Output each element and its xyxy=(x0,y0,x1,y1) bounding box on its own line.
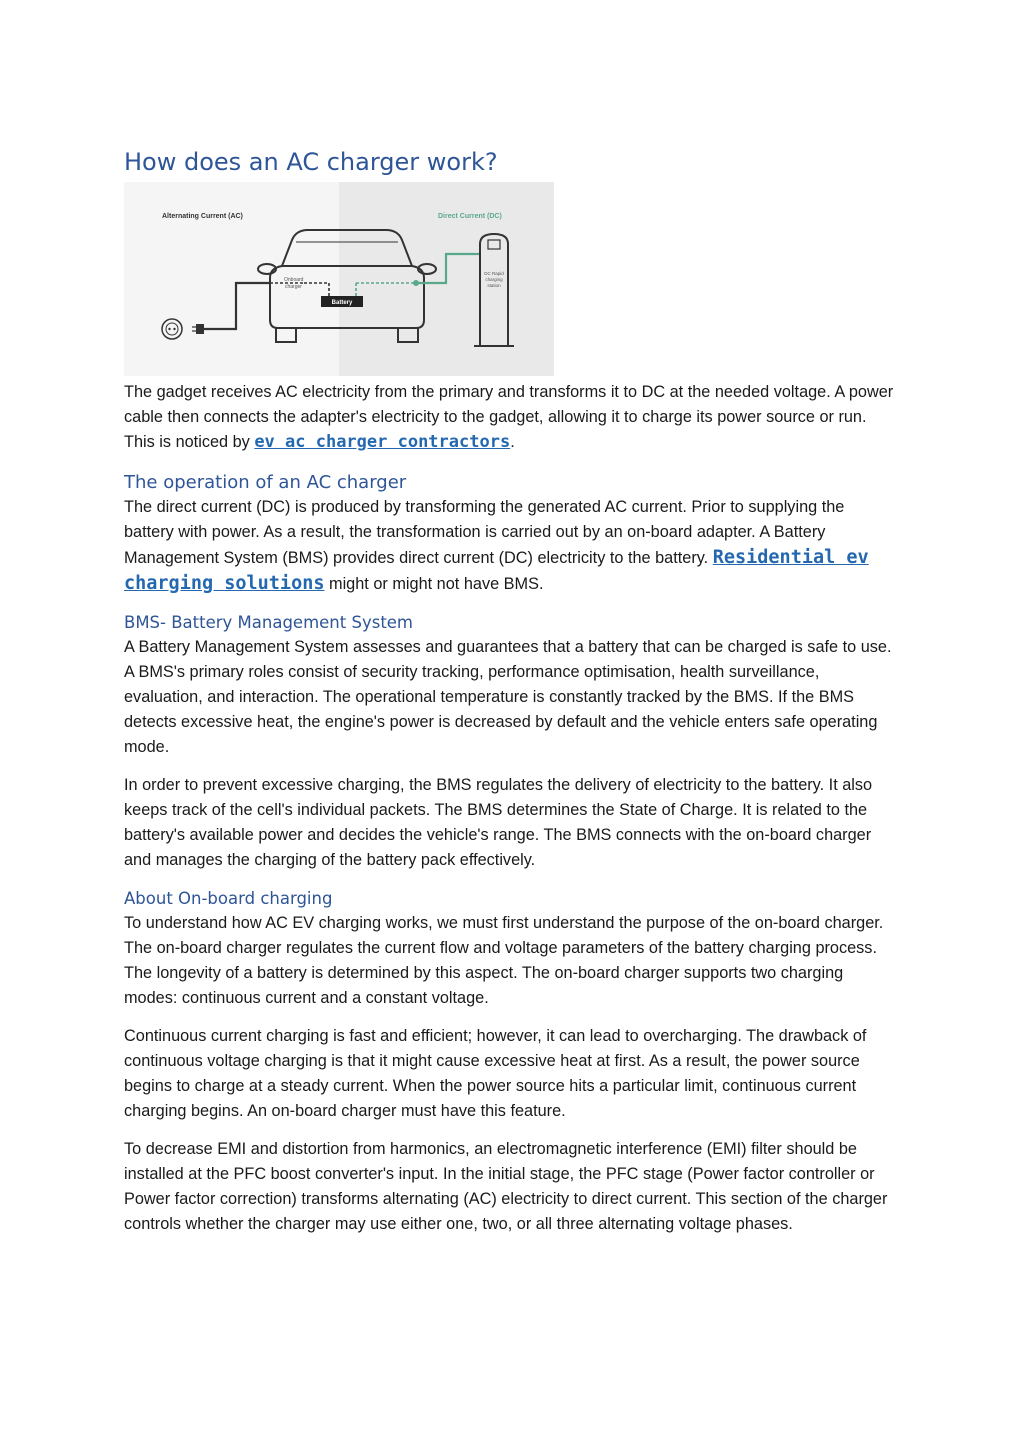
station-label-3: station xyxy=(487,283,501,288)
diagram-onboard-label-1: Onboard xyxy=(284,277,304,283)
diagram-label-ac: Alternating Current (AC) xyxy=(162,213,243,220)
bms-paragraph-2: In order to prevent excessive charging, the BMS regulates the delivery of electricity to the battery. It also keeps track of the cell's individual packets. The BMS determines the State of Charge. It is related to the battery's available power and decides the vehicle's range. The BMS connects with the on-board charger and manages the charging of the battery pack effectively. xyxy=(124,776,873,869)
intro-paragraph xyxy=(124,380,896,455)
onboard-paragraph-1: To understand how AC EV charging works, we must first understand the purpose of the on-board charger. The on-board charger regulates the current flow and voltage parameters of the battery charging process. The longevity of a battery is determined by this aspect. The on-board charger supports two charging modes: continuous current and a constant voltage. xyxy=(124,914,884,1007)
heading-onboard-charging: About On-board charging xyxy=(124,889,333,908)
bms-paragraph-1: A Battery Management System assesses and guarantees that a battery that can be charged is safe to use. A BMS's primary roles consist of security tracking, performance optimisation, health surveillance, evaluation, and interaction. The operational temperature is constantly tracked by the BMS. If the BMS detects excessive heat, the engine's power is decreased by default and the vehicle enters safe operating mode. xyxy=(124,638,892,756)
article-body xyxy=(124,142,896,1237)
onboard-paragraph-2: Continuous current charging is fast and efficient; however, it can lead to overcharging. The drawback of continuous voltage charging is that it might cause excessive heat at first. As a result, the power source begins to charge at a steady current. When the power source hits a particular limit, continuous current charging begins. An on-board charger must have this feature. xyxy=(124,1027,867,1120)
operation-text-end: might or might not have BMS. xyxy=(324,575,544,593)
link-residential-ev-charging[interactable]: Residential ev charging solutions xyxy=(124,547,869,594)
ac-charging-diagram xyxy=(124,182,554,376)
station-label-1: DC Rapid xyxy=(484,271,504,276)
heading-operation: The operation of an AC charger xyxy=(124,472,407,493)
heading-bms: BMS- Battery Management System xyxy=(124,613,414,632)
link-ev-ac-charger-contractors[interactable]: ev ac charger contractors xyxy=(254,432,511,452)
onboard-paragraph-3: To decrease EMI and distortion from harmonics, an electromagnetic interference (EMI) filter should be installed at the PFC boost converter's input. In the initial stage, the PFC stage (Power factor controller or Power factor correction) transforms alternating (AC) electricity to direct current. This section of the charger controls whether the charger may use either one, two, or all three alternating voltage phases. xyxy=(124,1140,888,1233)
operation-paragraph xyxy=(124,495,896,597)
intro-period: . xyxy=(510,433,515,451)
page-title: How does an AC charger work? xyxy=(124,148,498,176)
diagram-label-dc: Direct Current (DC) xyxy=(438,213,502,220)
diagram-battery-label: Battery xyxy=(331,300,353,306)
diagram-ac-panel xyxy=(124,182,339,376)
intro-text: The gadget receives AC electricity from the primary and transforms it to DC at the needed voltage. A power cable then connects the adapter's electricity to the gadget, allowing it to charge its power source or run. This is noticed by xyxy=(124,383,894,451)
station-label-2: charging xyxy=(485,277,503,282)
diagram-onboard-label-2: charger xyxy=(285,284,302,290)
operation-text: The direct current (DC) is produced by transforming the generated AC current. Prior to supplying the battery with power. As a result, the transformation is carried out by an on-board adapter. A Battery Management System (BMS) provides direct current (DC) electricity to the battery. xyxy=(124,498,845,567)
